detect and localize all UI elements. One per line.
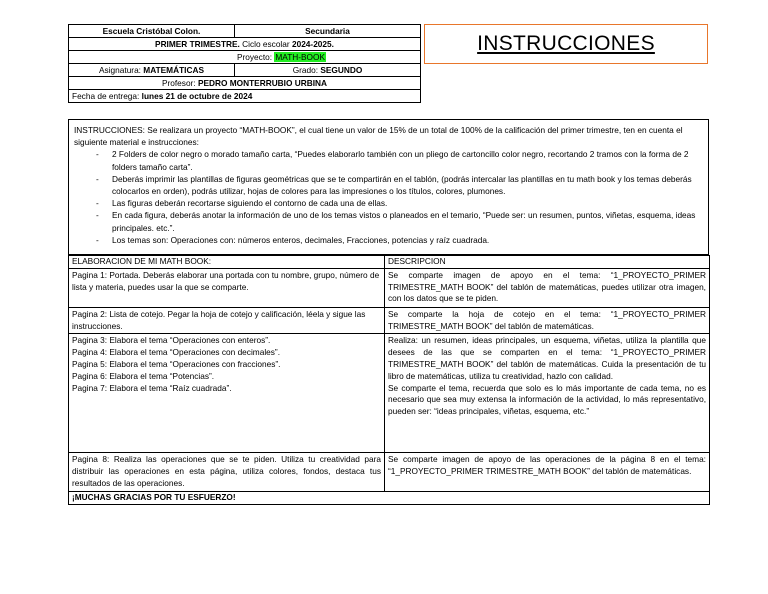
footer-cell: ¡MUCHAS GRACIAS POR TU ESFUERZO! [69,491,710,504]
col1-header: ELABORACION DE MI MATH BOOK: [69,256,385,269]
table-row [69,307,710,334]
table-footer-row [69,491,710,504]
instructions-box [68,119,709,255]
row-right: Se comparte la hoja de cotejo en el tema: “1_PROYECTO_PRIMER TRIMESTRE_MATH BOOK” del tablón de matemáticas. [385,307,710,334]
table-header-row [69,256,710,269]
row-left: Pagina 3: Elabora el tema “Operaciones con enteros”. Pagina 4: Elabora el tema “Operaciones con decimales”. Pagina 5: Elabora el tema “Operaciones con fracciones”. Pagina 6: Elabora el tema “Potencias”. Pagina 7: Elabora el tema “Raíz cuadrada”. [69,334,385,453]
row-right: Se comparte imagen de apoyo en el tema: “1_PROYECTO_PRIMER TRIMESTRE_MATH BOOK” del tablón de matemáticas, puedes utilizar otra imagen, con los datos que se te piden. [385,268,710,307]
list-item: - 2 Folders de color negro o morado tamaño carta, “Puedes elaborarlo también con un pliego de cartoncillo color negro, recortando 2 tramos con la forma de 2 folders tamaño carta”. [96,148,703,172]
grade-cell: Grado: SEGUNDO [235,64,421,77]
project-highlight: MATH-BOOK [275,52,325,62]
table-row [69,453,710,491]
title-box [424,24,708,64]
instructions-intro: INSTRUCCIONES: Se realizara un proyecto “MATH-BOOK”, el cual tiene un valor de 15% de un total de 100% de la calificación del primer trimestre, ten en cuenta el siguiente material e instrucciones: [74,125,683,148]
subject-cell: Asignatura: MATEMÁTICAS [69,64,235,77]
list-item: - Los temas son: Operaciones con: números enteros, decimales, Fracciones, potencias y raíz cuadrada. [96,234,703,246]
col2-header: DESCRIPCION [385,256,710,269]
level-cell: Secundaria [235,25,421,38]
instructions-list [74,148,703,246]
header-table [68,24,421,103]
list-item: - Deberás imprimir las plantillas de figuras geométricas que se te compartirán en el tablón, (podrás intercalar las plantillas en tu math book y los temas deberás colocarlos en orden), podrás utilizar, hojas de colores para las impresiones o los títulos, colores, plumones. [96,173,703,197]
table-row [69,334,710,453]
project-cell: Proyecto: MATH-BOOK [69,51,421,64]
row-left: Pagina 2: Lista de cotejo. Pegar la hoja de cotejo y calificación, léela y sigue las instrucciones. [69,307,385,334]
page-title: INSTRUCCIONES [477,32,655,55]
table-row [69,268,710,307]
row-right: Realiza: un resumen, ideas principales, un esquema, viñetas, utiliza la plantilla que desees de las que se comparten en el tema: “1_PROYECTO_PRIMER TRIMESTRE_MATH BOOK” del tablón de matemáticas. Cuida la presentación de tu libro de matemáticas, utiliza tu creatividad, hazlo con calidad. Se comparte el tema, recuerda que solo es lo más importante de cada tema, no es necesario que sea muy extensa la información de la actividad, lo más representativo, pueden ser: “ideas principales, viñetas, esquema, etc.” [385,334,710,453]
list-item: - Las figuras deberán recortarse siguiendo el contorno de cada una de ellas. [96,197,703,209]
row-left: Pagina 8: Realiza las operaciones que se te piden. Utiliza tu creatividad para distribuir las operaciones en esta página, utiliza colores, fondos, destaca tus resultados de las operaciones. [69,453,385,491]
row-left: Pagina 1: Portada. Deberás elaborar una portada con tu nombre, grupo, número de lista y materia, puedes usar la que se comparte. [69,268,385,307]
project-table [68,255,710,505]
teacher-cell: Profesor: PEDRO MONTERRUBIO URBINA [69,77,421,90]
row-right: Se comparte imagen de apoyo de las operaciones de la página 8 en el tema: “1_PROYECTO_PRIMER TRIMESTRE_MATH BOOK” del tablón de matemáticas. [385,453,710,491]
list-item: - En cada figura, deberás anotar la información de uno de los temas vistos o planeados en el temario, “Puede ser: un resumen, puntos, viñetas, esquema, ideas principales. etc.”. [96,209,703,233]
school-cell: Escuela Cristóbal Colon. [69,25,235,38]
trimester-cell: PRIMER TRIMESTRE. Ciclo escolar 2024-2025. [69,38,421,51]
date-cell: Fecha de entrega: lunes 21 de octubre de 2024 [69,90,421,103]
